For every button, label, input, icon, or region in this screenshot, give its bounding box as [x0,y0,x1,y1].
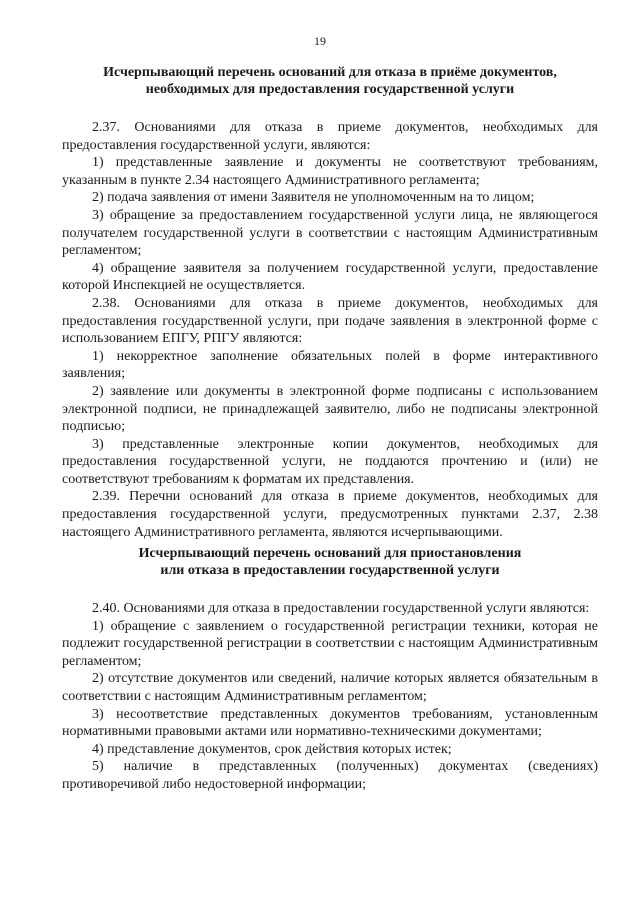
section-body-refusal-acceptance [62,119,598,541]
paragraph: 2.38. Основаниями для отказа в приеме документов, необходимых для предоставления государственной услуги, при подаче заявления в электронной форме с использованием ЕПГУ, РПГУ являются: [62,295,598,347]
paragraph: 4) обращение заявителя за получением государственной услуги, предоставление которой Инспекцией не осуществляется. [62,260,598,294]
paragraph: 2.40. Основаниями для отказа в предоставлении государственной услуги являются: [92,601,590,616]
section-heading-line: Исчерпывающий перечень оснований для приостановления [138,546,522,561]
paragraph: 1) представленные заявление и документы не соответствуют требованиям, указанным в пункте 2.34 настоящего Административного регламента; [62,155,598,188]
paragraph: 2) заявление или документы в электронной форме подписаны с использованием электронной подписи, не принадлежащей заявителю, либо не подписаны электронной подписью; [62,383,598,435]
section-heading-line: Исчерпывающий перечень оснований для отказа в приёме документов, [103,65,557,80]
paragraph: 1) некорректное заполнение обязательных полей в форме интерактивного заявления; [62,348,598,382]
paragraph: 1) обращение с заявлением о государственной регистрации техники, которая не подлежит государственной регистрации в соответствии с настоящим Административным регламентом; [62,618,598,669]
paragraph: 2) отсутствие документов или сведений, наличие которых является обязательным в соответствии с настоящим Административным регламентом; [62,671,598,704]
section-heading-line: или отказа в предоставлении государственной услуги [160,563,500,578]
paragraph: 3) обращение за предоставлением государственной услуги лица, не являющегося получателем государственной услуги в соответствии с настоящим Административным регламентом; [62,207,598,259]
page-number: 19 [314,34,326,48]
section-heading-line: необходимых для предоставления государственной услуги [145,82,515,97]
section-heading-suspension-refusal [60,545,600,579]
section-body-suspension-refusal [62,600,598,794]
paragraph: 5) наличие в представленных (полученных) документах (сведениях) противоречивой либо недостоверной информации; [62,759,598,792]
paragraph: 2.37. Основаниями для отказа в приеме документов, необходимых для предоставления государственной услуги, являются: [62,120,598,153]
paragraph: 3) несоответствие представленных документов требованиям, установленным нормативными правовыми актами или нормативно-техническими документами; [62,706,598,740]
paragraph: 3) представленные электронные копии документов, необходимых для предоставления государственной услуги, не поддаются прочтению и (или) не соответствуют требованиям к форматам их представления. [62,436,598,487]
paragraph: 4) представление документов, срок действия которых истек; [92,741,452,757]
paragraph: 2.39. Перечни оснований для отказа в приеме документов, необходимых для предоставления государственной услуги, предусмотренных пунктами 2.37, 2.38 настоящего Административного регламента, являются исчерпывающими. [62,489,598,540]
section-heading-refusal-acceptance [60,64,600,98]
paragraph: 2) подача заявления от имени Заявителя не уполномоченным на то лицом; [92,190,535,206]
